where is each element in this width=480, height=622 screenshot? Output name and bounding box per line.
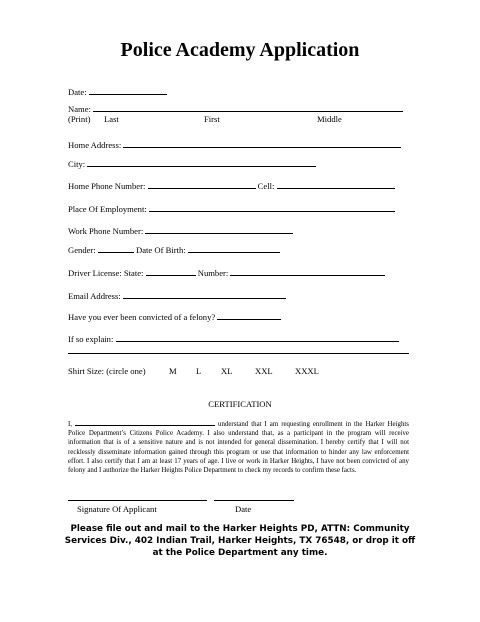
employment-blank[interactable] bbox=[149, 203, 395, 212]
signature-label: Signature Of Applicant bbox=[77, 504, 157, 514]
home-address-label: Home Address: bbox=[68, 140, 122, 150]
date-blank[interactable] bbox=[89, 86, 167, 95]
work-phone-field[interactable] bbox=[68, 225, 293, 236]
home-address-field[interactable] bbox=[68, 139, 401, 150]
gender-dob-field[interactable] bbox=[68, 244, 280, 255]
felony-field[interactable] bbox=[68, 311, 281, 322]
shirt-size-xxl[interactable]: XXL bbox=[255, 366, 273, 376]
mailing-instructions: Please file out and mail to the Harker Heights PD, ATTN: Community Services Div., 402 Indian Trail, Harker Heights, TX 76548, or drop it off at the Police Department any time. bbox=[64, 524, 416, 558]
certification-name-blank[interactable] bbox=[75, 419, 215, 426]
certification-body: understand that I am requesting enrollment in the Harker Heights Police Department’s Citizens Police Academy. I also understand that, as a participant in the program will receive information that is of a sensitive nature and is not intended for general dissemination. I hereby certify that I will not recklessly disseminate information gained through this program or use that information to hinder any law enforcement effort. I also certify that I am at least 17 years of age. I live or work in Harker Heights, I have not been convicted of any felony and I authorize the Harker Heights Police Department to check my records to confirm these facts. bbox=[68, 421, 409, 475]
print-label: (Print) bbox=[68, 114, 91, 124]
driver-license-field[interactable] bbox=[68, 267, 385, 278]
gender-label: Gender: bbox=[68, 245, 96, 255]
signature-line[interactable] bbox=[68, 500, 207, 501]
date-field[interactable] bbox=[68, 86, 167, 97]
gender-blank[interactable] bbox=[98, 244, 134, 253]
cell-label: Cell: bbox=[257, 181, 275, 191]
state-label: State: bbox=[123, 268, 144, 278]
driver-license-label: Driver License: bbox=[68, 268, 122, 278]
home-phone-field[interactable] bbox=[68, 180, 395, 191]
city-field[interactable] bbox=[68, 158, 316, 169]
employment-label: Place Of Employment: bbox=[68, 204, 147, 214]
shirt-size-xl[interactable]: XL bbox=[221, 366, 233, 376]
employment-field[interactable] bbox=[68, 203, 395, 214]
felony-label: Have you ever been convicted of a felony? bbox=[68, 312, 216, 322]
date-label: Date: bbox=[68, 87, 87, 97]
certification-intro: I, bbox=[68, 421, 73, 428]
city-label: City: bbox=[68, 159, 86, 169]
name-label: Name: bbox=[68, 104, 91, 114]
dob-blank[interactable] bbox=[188, 244, 280, 253]
certification-heading: CERTIFICATION bbox=[208, 399, 272, 409]
shirt-size-label: Shirt Size: (circle one) bbox=[68, 366, 146, 376]
signature-date-label: Date bbox=[235, 504, 252, 514]
work-phone-blank[interactable] bbox=[145, 225, 293, 234]
email-label: Email Address: bbox=[68, 291, 121, 301]
certification-text bbox=[68, 419, 409, 475]
license-number-blank[interactable] bbox=[230, 267, 385, 276]
email-field[interactable] bbox=[68, 290, 286, 301]
city-blank[interactable] bbox=[87, 158, 316, 167]
shirt-size-m[interactable]: M bbox=[169, 366, 177, 376]
form-title: Police Academy Application bbox=[120, 39, 360, 61]
name-field[interactable] bbox=[68, 103, 403, 114]
felony-blank[interactable] bbox=[217, 311, 281, 320]
work-phone-label: Work Phone Number: bbox=[68, 226, 144, 236]
cell-blank[interactable] bbox=[277, 180, 395, 189]
explain-field[interactable] bbox=[68, 333, 399, 344]
explain-label: If so explain: bbox=[68, 334, 114, 344]
last-label: Last bbox=[104, 114, 119, 124]
middle-label: Middle bbox=[317, 114, 342, 124]
shirt-size-l[interactable]: L bbox=[196, 366, 202, 376]
home-phone-label: Home Phone Number: bbox=[68, 181, 146, 191]
first-label: First bbox=[204, 114, 220, 124]
dob-label: Date Of Birth: bbox=[136, 245, 186, 255]
section-divider bbox=[68, 353, 409, 354]
number-label: Number: bbox=[197, 268, 229, 278]
shirt-size-xxxl[interactable]: XXXL bbox=[295, 366, 319, 376]
email-blank[interactable] bbox=[123, 290, 286, 299]
explain-blank[interactable] bbox=[116, 333, 399, 342]
signature-date-line[interactable] bbox=[214, 500, 294, 501]
home-address-blank[interactable] bbox=[123, 139, 401, 148]
state-blank[interactable] bbox=[146, 267, 196, 276]
name-blank[interactable] bbox=[93, 103, 403, 112]
home-phone-blank[interactable] bbox=[148, 180, 256, 189]
